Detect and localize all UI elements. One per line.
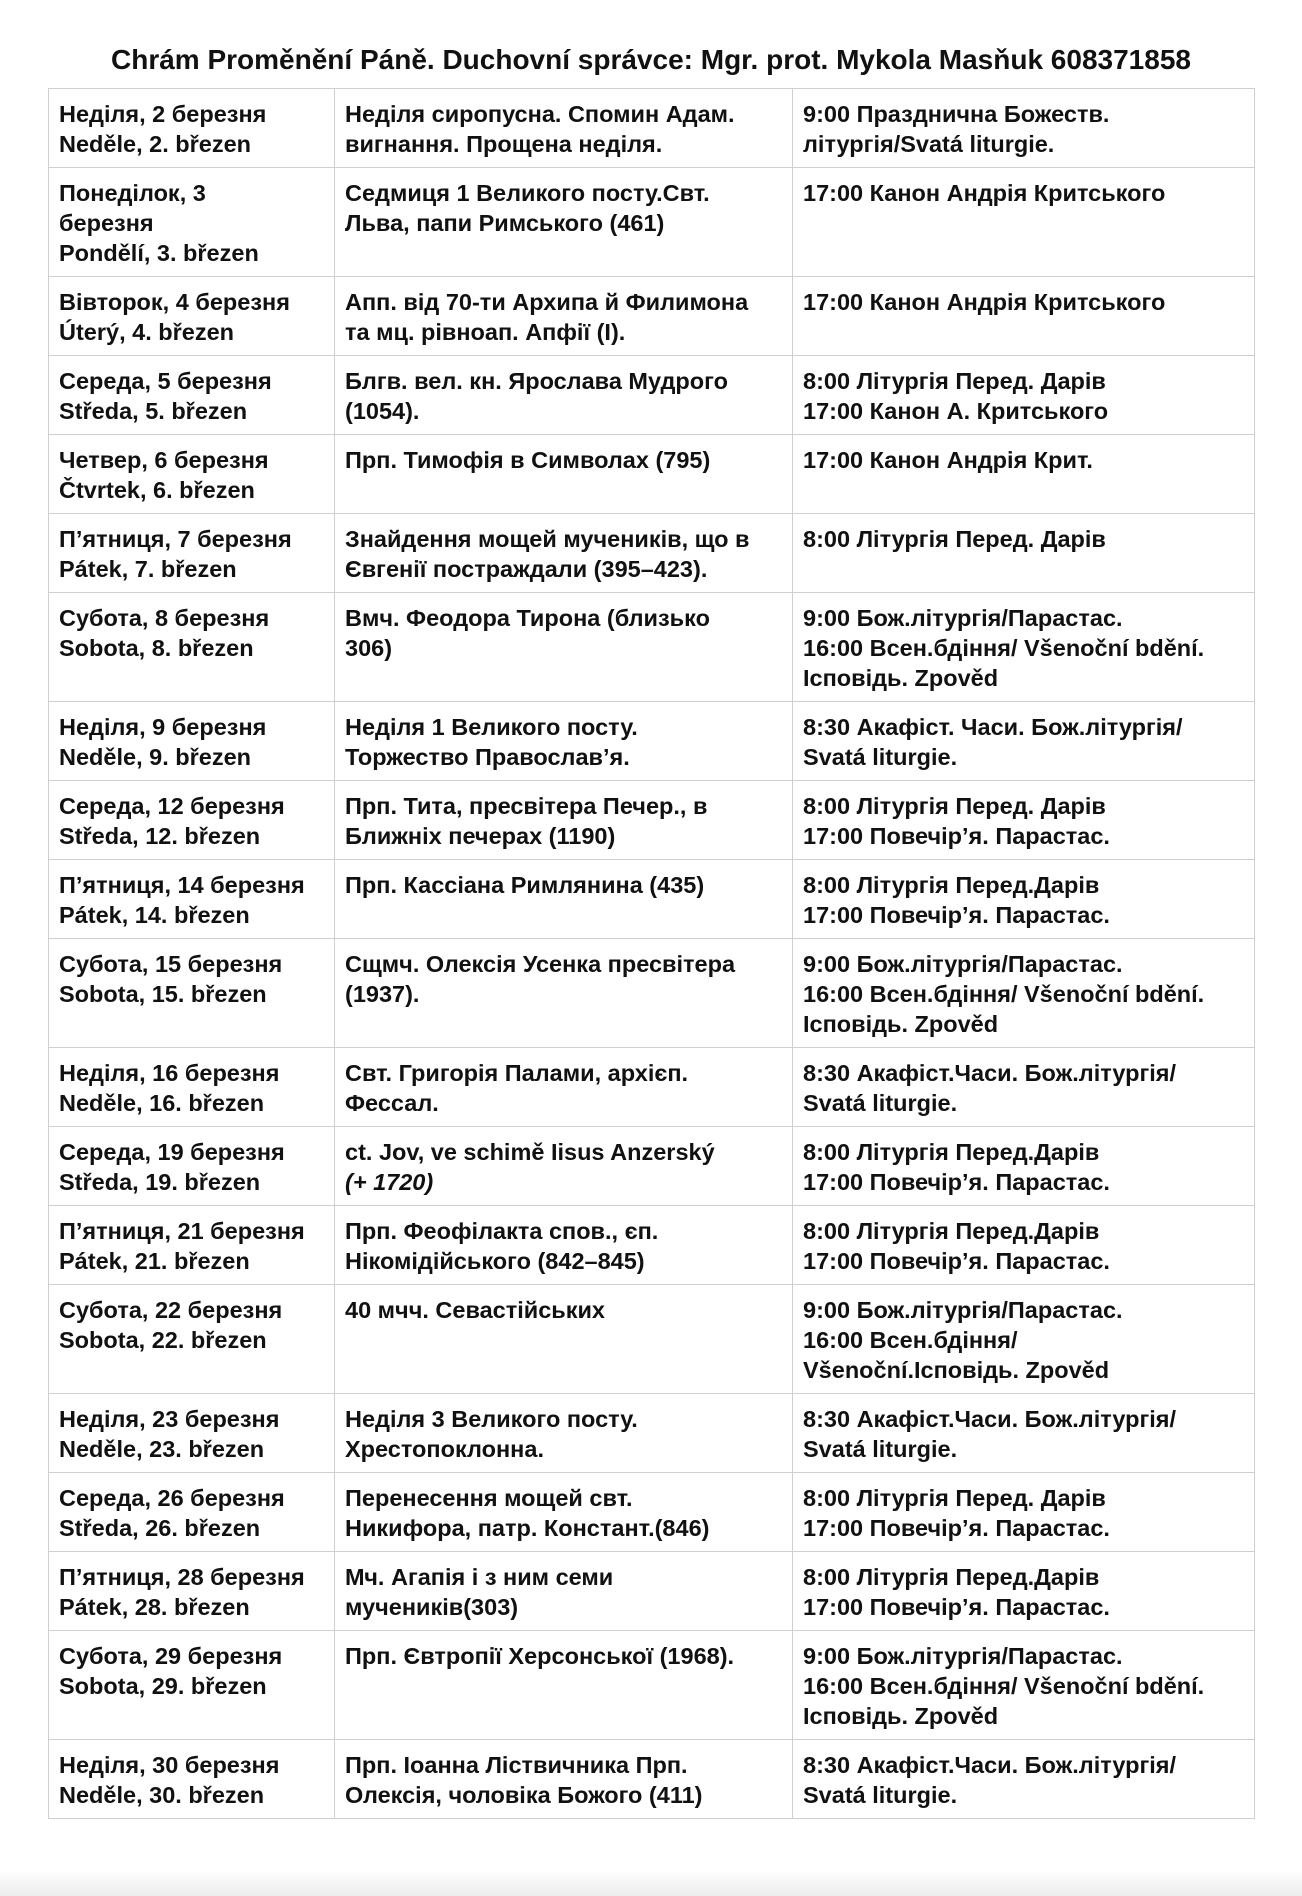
services-cell bbox=[793, 781, 1255, 860]
services-cell-line: 9:00 Бож.літургія/Парастас. bbox=[803, 1297, 1123, 1323]
date-cell bbox=[49, 1048, 335, 1127]
feast-cell-line: Перенесення мощей свт. bbox=[345, 1485, 633, 1511]
table-row bbox=[49, 435, 1255, 514]
services-cell bbox=[793, 1740, 1255, 1819]
feast-cell-line: ct. Jov, ve schimě Iisus Anzerský bbox=[345, 1139, 715, 1165]
services-cell-line: Ісповідь. Zpověd bbox=[803, 1011, 999, 1037]
services-cell-line: 9:00 Бож.літургія/Парастас. bbox=[803, 605, 1123, 631]
services-cell-line: 8:00 Літургія Перед.Дарів bbox=[803, 1564, 1100, 1590]
feast-cell bbox=[335, 1740, 793, 1819]
feast-cell-line: Прп. Феофілакта спов., єп. bbox=[345, 1218, 659, 1244]
feast-cell bbox=[335, 514, 793, 593]
services-cell-line: 16:00 Всен.бдіння/ Všenoční bdění. bbox=[803, 981, 1205, 1007]
date-cell-line: Середа, 19 березня bbox=[59, 1139, 285, 1165]
date-cell-line: Pátek, 7. březen bbox=[59, 556, 237, 582]
feast-cell bbox=[335, 89, 793, 168]
date-cell-line: Sobota, 15. březen bbox=[59, 981, 267, 1007]
services-cell-line: Svatá liturgie. bbox=[803, 1782, 958, 1808]
feast-cell-line: Льва, папи Римського (461) bbox=[345, 210, 665, 236]
date-cell-line: Neděle, 9. březen bbox=[59, 744, 251, 770]
date-cell-line: Неділя, 16 березня bbox=[59, 1060, 280, 1086]
services-cell-line: 8:30 Акафіст.Часи. Бож.літургія/ bbox=[803, 1406, 1177, 1432]
feast-cell bbox=[335, 1473, 793, 1552]
feast-cell-line: Вмч. Феодора Тирона (близько bbox=[345, 605, 710, 631]
date-cell bbox=[49, 1631, 335, 1740]
feast-cell-line: Олексія, чоловіка Божого (411) bbox=[345, 1782, 703, 1808]
date-cell-line: П’ятниця, 28 березня bbox=[59, 1564, 305, 1590]
feast-cell-line: Неділя 3 Великого посту. bbox=[345, 1406, 638, 1432]
feast-cell-line: Сщмч. Олексія Усенка пресвітера bbox=[345, 951, 736, 977]
feast-cell-line: Нікомідійського (842–845) bbox=[345, 1248, 645, 1274]
services-cell bbox=[793, 1206, 1255, 1285]
date-cell-line: березня bbox=[59, 210, 154, 236]
date-cell-line: Úterý, 4. březen bbox=[59, 319, 235, 345]
feast-cell-line: Хрестопоклонна. bbox=[345, 1436, 544, 1462]
date-cell bbox=[49, 1127, 335, 1206]
table-row bbox=[49, 1127, 1255, 1206]
page-bottom-shadow bbox=[0, 1870, 1302, 1896]
services-cell bbox=[793, 1285, 1255, 1394]
table-row bbox=[49, 1552, 1255, 1631]
table-row bbox=[49, 356, 1255, 435]
services-cell-line: 17:00 Канон Андрія Критського bbox=[803, 180, 1166, 206]
feast-cell bbox=[335, 939, 793, 1048]
feast-cell-line: Апп. від 70-ти Архипа й Филимона bbox=[345, 289, 749, 315]
feast-cell bbox=[335, 1048, 793, 1127]
services-cell bbox=[793, 89, 1255, 168]
feast-cell bbox=[335, 1285, 793, 1394]
services-cell bbox=[793, 1473, 1255, 1552]
date-cell-line: Neděle, 16. březen bbox=[59, 1090, 265, 1116]
date-cell bbox=[49, 435, 335, 514]
feast-cell-line: (+ 1720) bbox=[345, 1169, 434, 1195]
date-cell-line: Neděle, 30. březen bbox=[59, 1782, 265, 1808]
services-cell bbox=[793, 860, 1255, 939]
feast-cell-line: (1054). bbox=[345, 398, 420, 424]
services-cell-line: 8:00 Літургія Перед. Дарів bbox=[803, 793, 1106, 819]
feast-cell-line: Євгенії постраждали (395–423). bbox=[345, 556, 708, 582]
feast-cell bbox=[335, 168, 793, 277]
services-cell bbox=[793, 593, 1255, 702]
feast-cell-line: Седмиця 1 Великого посту.Свт. bbox=[345, 180, 710, 206]
table-row bbox=[49, 860, 1255, 939]
services-cell-line: 17:00 Повечір’я. Парастас. bbox=[803, 1594, 1110, 1620]
services-cell-line: 8:30 Акафіст. Часи. Бож.літургія/ bbox=[803, 714, 1183, 740]
date-cell bbox=[49, 702, 335, 781]
feast-cell bbox=[335, 1127, 793, 1206]
services-cell-line: 8:00 Літургія Перед. Дарів bbox=[803, 1485, 1106, 1511]
date-cell-line: Неділя, 23 березня bbox=[59, 1406, 280, 1432]
date-cell-line: Středa, 19. březen bbox=[59, 1169, 261, 1195]
date-cell-line: Čtvrtek, 6. březen bbox=[59, 477, 255, 503]
feast-cell-line: Ближніх печерах (1190) bbox=[345, 823, 616, 849]
date-cell-line: Sobota, 8. březen bbox=[59, 635, 254, 661]
feast-cell-line: Прп. Тимофія в Символах (795) bbox=[345, 447, 711, 473]
services-cell-line: 17:00 Повечір’я. Парастас. bbox=[803, 823, 1110, 849]
date-cell-line: Четвер, 6 березня bbox=[59, 447, 269, 473]
feast-cell-line: Прп. Іоанна Ліствичника Прп. bbox=[345, 1752, 688, 1778]
date-cell-line: Середа, 12 березня bbox=[59, 793, 285, 819]
date-cell-line: Středa, 26. březen bbox=[59, 1515, 261, 1541]
feast-cell bbox=[335, 356, 793, 435]
services-cell-line: 8:00 Літургія Перед.Дарів bbox=[803, 1139, 1100, 1165]
services-cell-line: 8:30 Акафіст.Часи. Бож.літургія/ bbox=[803, 1752, 1177, 1778]
date-cell-line: Субота, 8 березня bbox=[59, 605, 270, 631]
date-cell bbox=[49, 89, 335, 168]
services-cell-line: Svatá liturgie. bbox=[803, 1436, 958, 1462]
services-cell bbox=[793, 702, 1255, 781]
table-row bbox=[49, 1048, 1255, 1127]
services-cell-line: Všenoční.Ісповідь. Zpověd bbox=[803, 1357, 1110, 1383]
services-cell-line: 17:00 Повечір’я. Парастас. bbox=[803, 1169, 1110, 1195]
feast-cell-line: Блгв. вел. кн. Ярослава Мудрого bbox=[345, 368, 728, 394]
date-cell-line: Середа, 5 березня bbox=[59, 368, 272, 394]
feast-cell bbox=[335, 1206, 793, 1285]
table-row bbox=[49, 277, 1255, 356]
feast-cell bbox=[335, 781, 793, 860]
services-cell bbox=[793, 1394, 1255, 1473]
services-cell bbox=[793, 356, 1255, 435]
schedule-table-body bbox=[49, 89, 1255, 1819]
feast-cell-line: Прп. Кассіана Римлянина (435) bbox=[345, 872, 705, 898]
date-cell-line: Pátek, 21. březen bbox=[59, 1248, 250, 1274]
date-cell bbox=[49, 514, 335, 593]
date-cell-line: П’ятниця, 21 березня bbox=[59, 1218, 305, 1244]
table-row bbox=[49, 1631, 1255, 1740]
services-cell-line: 17:00 Канон А. Критського bbox=[803, 398, 1109, 424]
services-cell bbox=[793, 1631, 1255, 1740]
table-row bbox=[49, 593, 1255, 702]
table-row bbox=[49, 514, 1255, 593]
services-cell-line: Ісповідь. Zpověd bbox=[803, 665, 999, 691]
feast-cell-line: Неділя 1 Великого посту. bbox=[345, 714, 638, 740]
services-cell-line: 17:00 Повечір’я. Парастас. bbox=[803, 902, 1110, 928]
services-cell-line: 17:00 Канон Андрія Крит. bbox=[803, 447, 1093, 473]
date-cell-line: Понеділок, 3 bbox=[59, 180, 206, 206]
services-cell-line: 16:00 Всен.бдіння/ Všenoční bdění. bbox=[803, 635, 1205, 661]
services-cell-line: 8:00 Літургія Перед.Дарів bbox=[803, 1218, 1100, 1244]
date-cell bbox=[49, 356, 335, 435]
feast-cell-line: Мч. Агапія і з ним семи bbox=[345, 1564, 614, 1590]
date-cell-line: Субота, 22 березня bbox=[59, 1297, 283, 1323]
services-cell-line: 8:00 Літургія Перед. Дарів bbox=[803, 526, 1106, 552]
feast-cell-line: мучеників(303) bbox=[345, 1594, 519, 1620]
table-row bbox=[49, 939, 1255, 1048]
date-cell-line: Субота, 15 березня bbox=[59, 951, 283, 977]
date-cell-line: Sobota, 29. březen bbox=[59, 1673, 267, 1699]
date-cell bbox=[49, 781, 335, 860]
services-cell bbox=[793, 168, 1255, 277]
date-cell-line: Pátek, 14. březen bbox=[59, 902, 250, 928]
services-cell bbox=[793, 1127, 1255, 1206]
services-cell bbox=[793, 435, 1255, 514]
services-cell bbox=[793, 1048, 1255, 1127]
feast-cell-line: Никифора, патр. Констант.(846) bbox=[345, 1515, 710, 1541]
table-row bbox=[49, 1740, 1255, 1819]
feast-cell-line: Фессал. bbox=[345, 1090, 439, 1116]
date-cell-line: Neděle, 2. březen bbox=[59, 131, 251, 157]
date-cell bbox=[49, 168, 335, 277]
date-cell bbox=[49, 1552, 335, 1631]
date-cell bbox=[49, 860, 335, 939]
services-cell bbox=[793, 939, 1255, 1048]
date-cell bbox=[49, 939, 335, 1048]
feast-cell-line: Прп. Євтропії Херсонської (1968). bbox=[345, 1643, 735, 1669]
date-cell-line: Субота, 29 березня bbox=[59, 1643, 283, 1669]
feast-cell-line: 306) bbox=[345, 635, 393, 661]
feast-cell-line: та мц. рівноап. Апфії (І). bbox=[345, 319, 626, 345]
table-row bbox=[49, 702, 1255, 781]
feast-cell-line: вигнання. Прощена неділя. bbox=[345, 131, 663, 157]
table-row bbox=[49, 1285, 1255, 1394]
date-cell bbox=[49, 1394, 335, 1473]
services-cell-line: 8:30 Акафіст.Часи. Бож.літургія/ bbox=[803, 1060, 1177, 1086]
services-cell-line: Ісповідь. Zpověd bbox=[803, 1703, 999, 1729]
table-row bbox=[49, 89, 1255, 168]
services-cell-line: 8:00 Літургія Перед.Дарів bbox=[803, 872, 1100, 898]
feast-cell-line: 40 мчч. Севастійських bbox=[345, 1297, 605, 1323]
feast-cell bbox=[335, 702, 793, 781]
date-cell-line: Pondělí, 3. březen bbox=[59, 240, 259, 266]
services-cell bbox=[793, 514, 1255, 593]
date-cell-line: П’ятниця, 7 березня bbox=[59, 526, 292, 552]
date-cell-line: Вівторок, 4 березня bbox=[59, 289, 290, 315]
date-cell-line: Неділя, 30 березня bbox=[59, 1752, 280, 1778]
date-cell bbox=[49, 1473, 335, 1552]
date-cell bbox=[49, 1206, 335, 1285]
feast-cell bbox=[335, 593, 793, 702]
feast-cell bbox=[335, 860, 793, 939]
table-row bbox=[49, 168, 1255, 277]
feast-cell bbox=[335, 1394, 793, 1473]
table-row bbox=[49, 1206, 1255, 1285]
services-cell bbox=[793, 1552, 1255, 1631]
date-cell-line: Неділя, 2 березня bbox=[59, 101, 267, 127]
services-cell-line: 17:00 Повечір’я. Парастас. bbox=[803, 1248, 1110, 1274]
table-row bbox=[49, 781, 1255, 860]
feast-cell-line: Неділя сиропусна. Спомин Адам. bbox=[345, 101, 735, 127]
services-cell-line: літургія/Svatá liturgie. bbox=[803, 131, 1055, 157]
services-cell-line: 17:00 Повечір’я. Парастас. bbox=[803, 1515, 1110, 1541]
services-cell bbox=[793, 277, 1255, 356]
date-cell-line: П’ятниця, 14 березня bbox=[59, 872, 305, 898]
feast-cell-line: Торжество Православ’я. bbox=[345, 744, 630, 770]
date-cell-line: Неділя, 9 березня bbox=[59, 714, 267, 740]
services-cell-line: 16:00 Всен.бдіння/ Všenoční bdění. bbox=[803, 1673, 1205, 1699]
date-cell-line: Středa, 12. březen bbox=[59, 823, 261, 849]
feast-cell-line: (1937). bbox=[345, 981, 420, 1007]
schedule-table bbox=[48, 88, 1255, 1819]
services-cell-line: 9:00 Бож.літургія/Парастас. bbox=[803, 1643, 1123, 1669]
services-cell-line: Svatá liturgie. bbox=[803, 744, 958, 770]
date-cell bbox=[49, 1285, 335, 1394]
feast-cell bbox=[335, 435, 793, 514]
feast-cell-line: Знайдення мощей мучеників, що в bbox=[345, 526, 750, 552]
services-cell-line: 17:00 Канон Андрія Критського bbox=[803, 289, 1166, 315]
services-cell-line: 16:00 Всен.бдіння/ bbox=[803, 1327, 1018, 1353]
table-row bbox=[49, 1394, 1255, 1473]
feast-cell bbox=[335, 1552, 793, 1631]
services-cell-line: Svatá liturgie. bbox=[803, 1090, 958, 1116]
date-cell bbox=[49, 593, 335, 702]
date-cell-line: Středa, 5. březen bbox=[59, 398, 248, 424]
date-cell-line: Середа, 26 березня bbox=[59, 1485, 285, 1511]
feast-cell bbox=[335, 1631, 793, 1740]
date-cell-line: Neděle, 23. březen bbox=[59, 1436, 265, 1462]
page-title: Chrám Proměnění Páně. Duchovní správce: Mgr. prot. Mykola Masňuk 608371858 bbox=[111, 44, 1191, 75]
services-cell-line: 8:00 Літургія Перед. Дарів bbox=[803, 368, 1106, 394]
date-cell-line: Pátek, 28. březen bbox=[59, 1594, 250, 1620]
feast-cell bbox=[335, 277, 793, 356]
date-cell bbox=[49, 1740, 335, 1819]
services-cell-line: 9:00 Празднична Божеств. bbox=[803, 101, 1110, 127]
services-cell-line: 9:00 Бож.літургія/Парастас. bbox=[803, 951, 1123, 977]
feast-cell-line: Свт. Григорія Палами, архієп. bbox=[345, 1060, 689, 1086]
date-cell-line: Sobota, 22. březen bbox=[59, 1327, 267, 1353]
date-cell bbox=[49, 277, 335, 356]
table-row bbox=[49, 1473, 1255, 1552]
feast-cell-line: Прп. Тита, пресвітера Печер., в bbox=[345, 793, 708, 819]
